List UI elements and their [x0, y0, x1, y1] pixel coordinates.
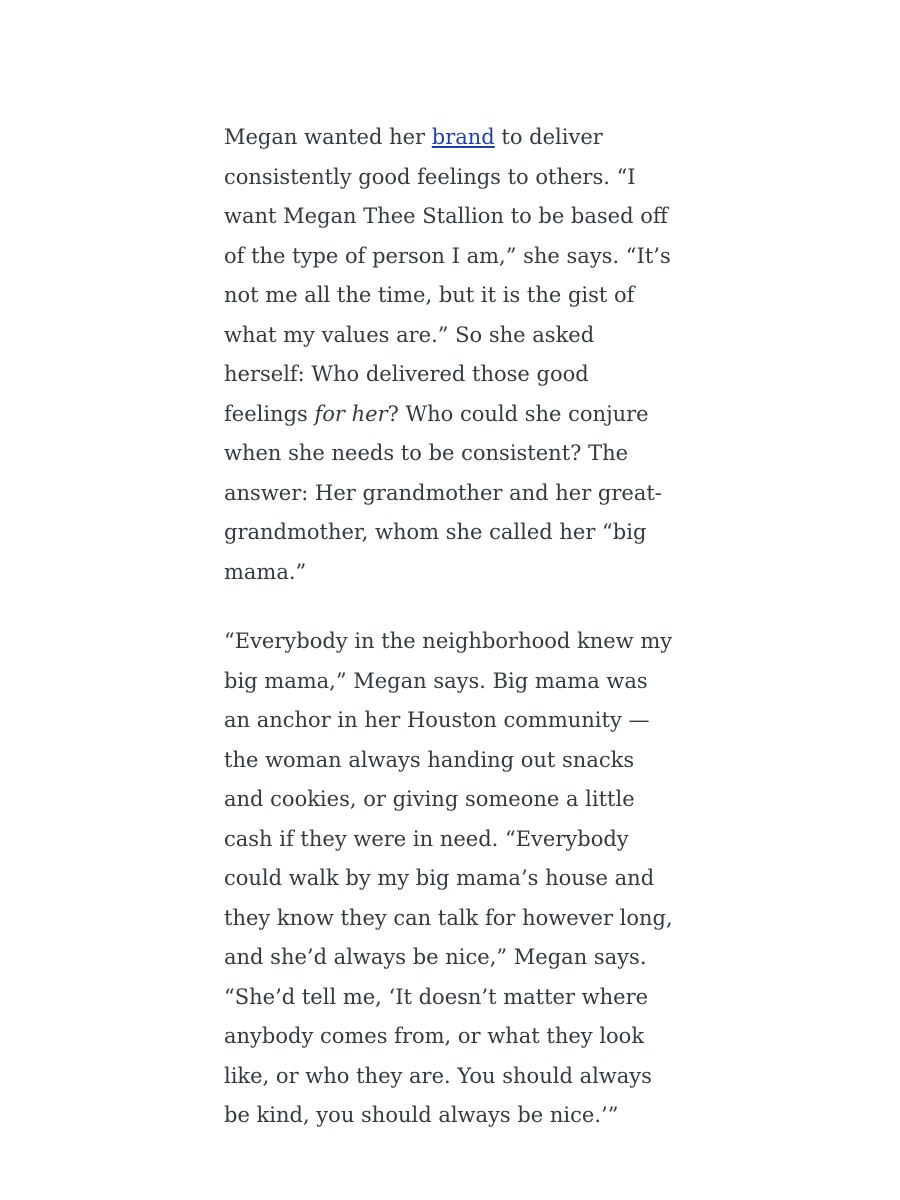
emphasis-for-her: for her — [314, 401, 388, 426]
paragraph-1-text-start: Megan wanted her — [224, 125, 432, 149]
paragraph-2: “Everybody in the neighborhood knew my big mama,” Megan says. Big mama was an anchor in her Houston community — the woman always handing out snacks and cookies, or giving someone a little cash if they were in need. “Everybody could walk by my big mama’s house and they know they can talk for however long, and she’d always be nice,” Megan says. “She’d tell me, ‘It doesn’t matter where anybody comes from, or what they look like, or who they are. You should always be kind, you should always be nice.’” — [224, 629, 673, 1127]
brand-link[interactable]: brand — [431, 125, 495, 149]
paragraph-1-text-middle: to deliver consistently good feelings to others. “I want Megan Thee Stallion to be based off of the type of person I am,” she says. “It’s not me all the time, but it is the gist of what my values are.” So she asked herself: Who delivered those good feelings — [224, 125, 671, 426]
article-body — [224, 118, 674, 1166]
paragraph-1-text-end: ? Who could she conjure when she needs to be consistent? The answer: Her grandmother and her great-grandmother, whom she called her “big mama.” — [224, 401, 662, 584]
paragraph-1 — [224, 118, 674, 592]
